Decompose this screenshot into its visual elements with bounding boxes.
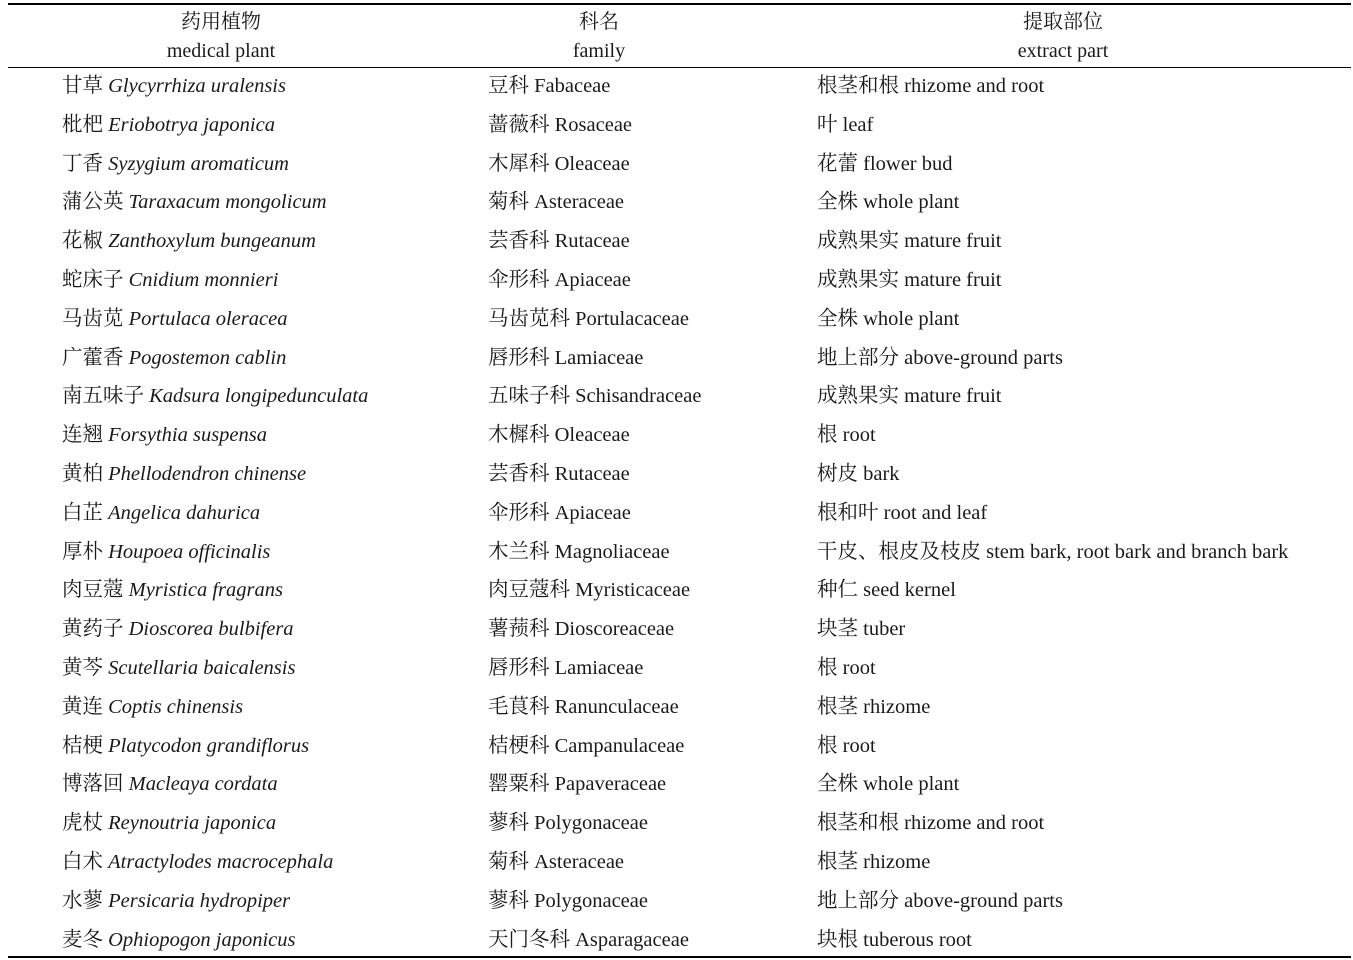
part-cell: 地上部分 above-ground parts <box>817 346 1063 369</box>
plant-cell <box>62 377 368 415</box>
family-cell: 肉豆蔻科 Myristicaceae <box>488 579 691 602</box>
family-cell: 罂粟科 Papaveraceae <box>488 773 667 796</box>
table-row <box>0 222 1353 261</box>
table-bottom-rule <box>8 956 1351 958</box>
table-row <box>0 649 1353 688</box>
part-cell: 树皮 bark <box>817 462 900 485</box>
family-cell: 五味子科 Schisandraceae <box>488 385 702 408</box>
part-cell: 全株 whole plant <box>817 307 960 330</box>
table-row <box>0 727 1353 766</box>
plant-cell <box>62 339 286 377</box>
plant-scientific-name: Phellodendron chinense <box>108 462 307 485</box>
table-row <box>0 455 1353 494</box>
header-family-zh: 科名 <box>579 11 619 33</box>
plant-zh: 桔梗 <box>62 734 103 757</box>
table-body <box>0 67 1353 959</box>
family-cell: 蓼科 Polygonaceae <box>488 812 648 835</box>
plant-scientific-name: Houpoea officinalis <box>108 540 271 563</box>
plant-cell <box>62 183 327 221</box>
family-cell: 菊科 Asteraceae <box>488 191 625 214</box>
table-row <box>0 571 1353 610</box>
plant-scientific-name: Scutellaria baicalensis <box>108 656 296 679</box>
family-cell: 木犀科 Oleaceae <box>488 152 630 175</box>
part-cell: 全株 whole plant <box>817 773 960 796</box>
family-cell: 木兰科 Magnoliaceae <box>488 540 670 563</box>
header-part-zh: 提取部位 <box>1023 11 1103 33</box>
plant-scientific-name: Atractylodes macrocephala <box>108 850 334 873</box>
table-row <box>0 843 1353 882</box>
plant-zh: 黄药子 <box>62 618 124 641</box>
header-part-en: extract part <box>1017 40 1109 62</box>
family-cell: 芸香科 Rutaceae <box>488 230 630 253</box>
plant-scientific-name: Persicaria hydropiper <box>108 889 291 912</box>
plant-cell <box>62 300 287 338</box>
header-plant-zh: 药用植物 <box>181 11 261 33</box>
part-cell: 地上部分 above-ground parts <box>817 889 1063 912</box>
plant-zh: 蒲公英 <box>62 191 124 214</box>
table-row <box>0 688 1353 727</box>
header-family <box>499 8 699 66</box>
plant-scientific-name: Angelica dahurica <box>108 501 261 524</box>
plant-zh: 枇杷 <box>62 113 103 136</box>
plant-scientific-name: Forsythia suspensa <box>108 424 267 447</box>
plant-scientific-name: Pogostemon cablin <box>128 346 287 369</box>
part-cell: 成熟果实 mature fruit <box>817 230 1002 253</box>
family-cell: 天门冬科 Asparagaceae <box>488 928 689 951</box>
family-cell: 伞形科 Apiaceae <box>488 268 631 291</box>
table-row <box>0 183 1353 222</box>
family-cell: 蓼科 Polygonaceae <box>488 889 648 912</box>
plant-scientific-name: Dioscorea bulbifera <box>128 618 294 641</box>
plant-scientific-name: Portulaca oleracea <box>128 307 288 330</box>
plant-cell <box>62 610 294 648</box>
part-cell: 叶 leaf <box>817 113 874 136</box>
plant-zh: 蛇床子 <box>62 268 124 291</box>
header-plant <box>121 8 321 66</box>
family-cell: 薯蓣科 Dioscoreaceae <box>488 618 675 641</box>
plant-cell <box>62 571 283 609</box>
table-row <box>0 416 1353 455</box>
plant-zh: 虎杖 <box>62 812 103 835</box>
part-cell: 根茎 rhizome <box>817 695 931 718</box>
table-top-rule <box>8 3 1351 5</box>
table-row <box>0 145 1353 184</box>
plant-cell <box>62 494 260 532</box>
plant-scientific-name: Macleaya cordata <box>128 773 278 796</box>
plant-scientific-name: Reynoutria japonica <box>108 812 277 835</box>
plant-zh: 广藿香 <box>62 346 124 369</box>
plant-cell <box>62 416 267 454</box>
plant-cell <box>62 688 243 726</box>
part-cell: 成熟果实 mature fruit <box>817 268 1002 291</box>
table-row <box>0 67 1353 106</box>
family-cell: 菊科 Asteraceae <box>488 850 625 873</box>
part-cell: 干皮、根皮及枝皮 stem bark, root bark and branch bark <box>817 540 1289 563</box>
plant-zh: 白术 <box>62 850 103 873</box>
plant-cell <box>62 261 278 299</box>
plant-cell <box>62 106 275 144</box>
family-cell: 豆科 Fabaceae <box>488 75 611 97</box>
part-cell: 根茎和根 rhizome and root <box>817 812 1045 835</box>
plant-cell <box>62 765 278 803</box>
table-row <box>0 377 1353 416</box>
plant-zh: 黄芩 <box>62 656 103 679</box>
plant-cell <box>62 455 306 493</box>
table-row <box>0 804 1353 843</box>
plant-cell <box>62 882 290 920</box>
plant-scientific-name: Zanthoxylum bungeanum <box>108 230 316 253</box>
table-row <box>0 610 1353 649</box>
plant-zh: 马齿苋 <box>62 307 124 330</box>
plant-cell <box>62 727 309 765</box>
family-cell: 桔梗科 Campanulaceae <box>488 734 685 757</box>
plant-zh: 连翘 <box>62 424 103 447</box>
plant-zh: 黄柏 <box>62 462 103 485</box>
plant-scientific-name: Platycodon grandiflorus <box>108 734 310 757</box>
plant-cell <box>62 145 289 183</box>
plant-scientific-name: Eriobotrya japonica <box>108 113 275 136</box>
header-plant-en: medical plant <box>166 40 276 62</box>
plant-cell <box>62 804 276 842</box>
family-cell: 唇形科 Lamiaceae <box>488 346 644 369</box>
table-row <box>0 533 1353 572</box>
table-row <box>0 765 1353 804</box>
plant-zh: 丁香 <box>62 152 103 175</box>
plant-zh: 甘草 <box>62 75 103 97</box>
plant-scientific-name: Cnidium monnieri <box>128 268 279 291</box>
plant-scientific-name: Kadsura longipedunculata <box>149 385 369 408</box>
plant-cell <box>62 533 270 571</box>
plant-cell <box>62 921 295 959</box>
family-cell: 蔷薇科 Rosaceae <box>488 113 633 136</box>
family-cell: 芸香科 Rutaceae <box>488 462 630 485</box>
part-cell: 根茎 rhizome <box>817 850 931 873</box>
part-cell: 全株 whole plant <box>817 191 960 214</box>
plant-zh: 花椒 <box>62 230 103 253</box>
family-cell: 毛茛科 Ranunculaceae <box>488 695 679 718</box>
family-cell: 木樨科 Oleaceae <box>488 424 630 447</box>
plant-zh: 厚朴 <box>62 540 103 563</box>
plant-zh: 南五味子 <box>62 385 144 408</box>
table-row <box>0 339 1353 378</box>
plant-zh: 麦冬 <box>62 928 103 951</box>
plant-zh: 白芷 <box>62 501 103 524</box>
plant-zh: 黄连 <box>62 695 103 718</box>
plant-cell <box>62 649 295 687</box>
part-cell: 根 root <box>817 424 876 447</box>
table-row <box>0 494 1353 533</box>
plant-zh: 博落回 <box>62 773 124 796</box>
plant-cell <box>62 843 333 881</box>
part-cell: 根和叶 root and leaf <box>817 501 988 524</box>
part-cell: 根 root <box>817 656 876 679</box>
part-cell: 根茎和根 rhizome and root <box>817 75 1045 97</box>
part-cell: 成熟果实 mature fruit <box>817 385 1002 408</box>
plant-cell <box>62 67 286 105</box>
table-row <box>0 882 1353 921</box>
family-cell: 马齿苋科 Portulacaceae <box>488 307 689 330</box>
plant-scientific-name: Glycyrrhiza uralensis <box>108 75 286 97</box>
table-row <box>0 106 1353 145</box>
part-cell: 种仁 seed kernel <box>817 579 956 602</box>
plant-cell <box>62 222 316 260</box>
part-cell: 块茎 tuber <box>817 618 906 641</box>
plant-scientific-name: Syzygium aromaticum <box>108 152 289 175</box>
plant-zh: 肉豆蔻 <box>62 579 124 602</box>
part-cell: 块根 tuberous root <box>817 928 972 951</box>
plant-scientific-name: Taraxacum mongolicum <box>128 191 327 214</box>
header-family-en: family <box>572 40 626 62</box>
part-cell: 根 root <box>817 734 876 757</box>
part-cell: 花蕾 flower bud <box>817 152 953 175</box>
plant-scientific-name: Ophiopogon japonicus <box>108 928 296 951</box>
family-cell: 唇形科 Lamiaceae <box>488 656 644 679</box>
plant-zh: 水蓼 <box>62 889 103 912</box>
table-row <box>0 300 1353 339</box>
plant-scientific-name: Coptis chinensis <box>108 695 244 718</box>
header-part <box>963 8 1163 66</box>
table-row <box>0 921 1353 960</box>
table-row <box>0 261 1353 300</box>
family-cell: 伞形科 Apiaceae <box>488 501 631 524</box>
plant-scientific-name: Myristica fragrans <box>128 579 283 602</box>
